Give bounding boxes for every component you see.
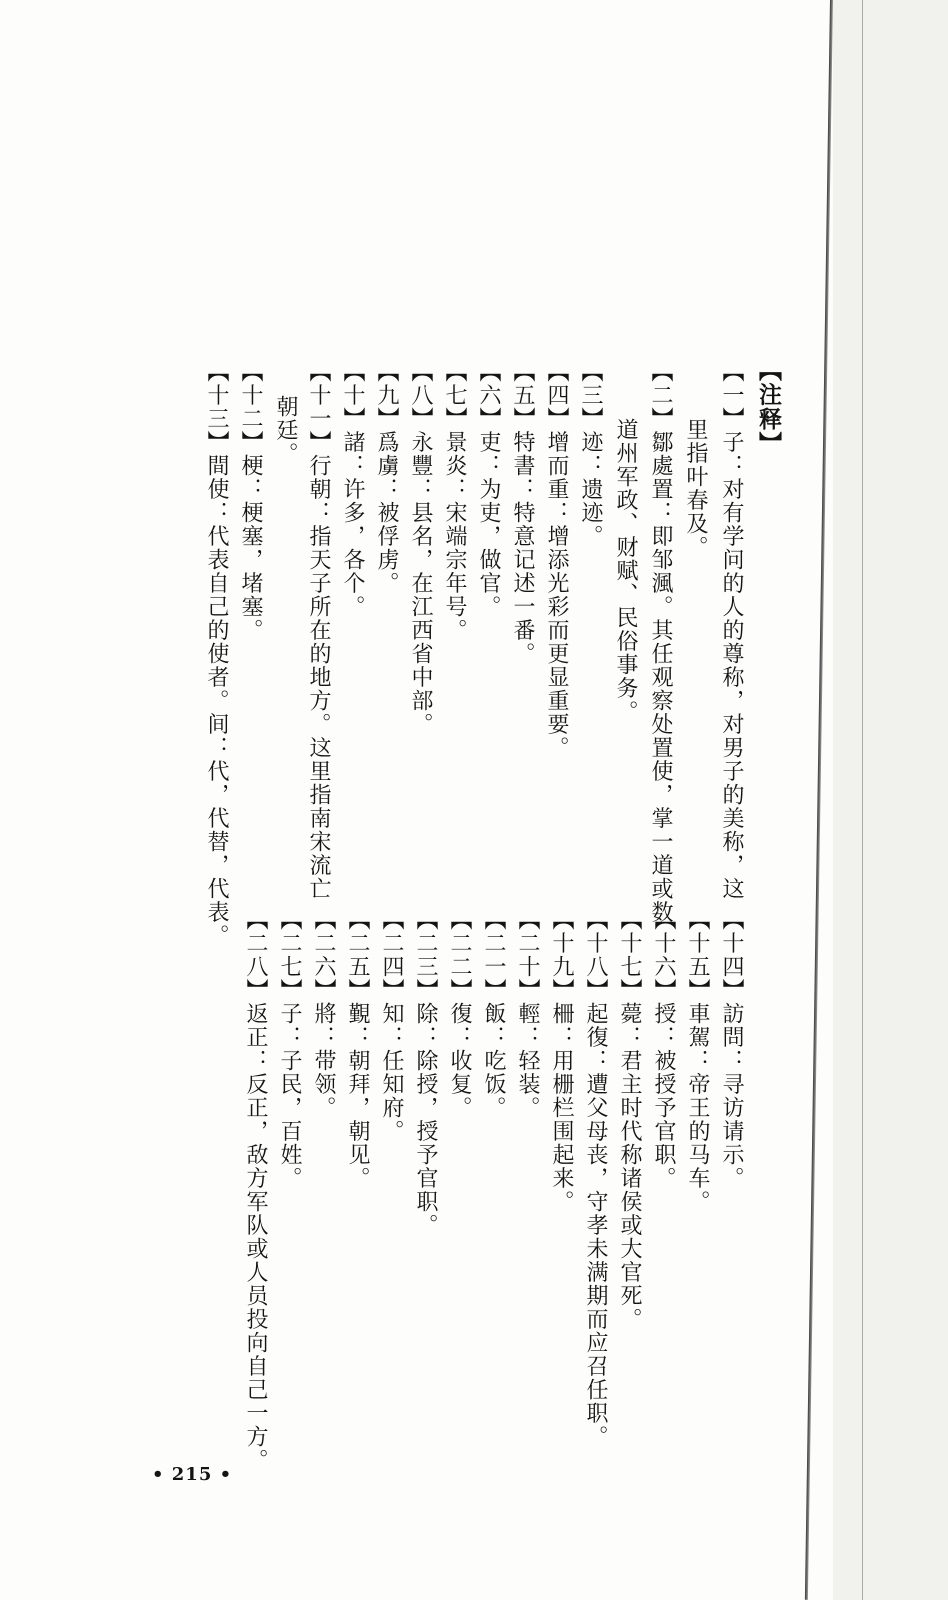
note-5: 【五】特書：特意记述一番。 bbox=[510, 360, 535, 666]
note-1-line-2: 里指叶春及。 bbox=[683, 418, 708, 559]
note-11-line-2: 朝廷。 bbox=[273, 395, 298, 466]
note-10: 【十】諸：许多，各个。 bbox=[340, 360, 365, 619]
note-3: 【三】迹：遗迹。 bbox=[578, 360, 603, 548]
page-margin-rule bbox=[862, 0, 863, 1600]
note-20: 【二十】輕：轻装。 bbox=[515, 908, 540, 1120]
page-edge-shadow bbox=[833, 0, 948, 1600]
note-27: 【二七】子：子民，百姓。 bbox=[277, 908, 302, 1190]
note-15: 【十五】車駕：帝王的马车。 bbox=[685, 908, 710, 1214]
note-1-line-1: 【一】子：对有学问的人的尊称，对男子的美称，这 bbox=[719, 360, 744, 901]
note-23: 【二三】除：除授，授予官职。 bbox=[413, 908, 438, 1237]
note-13: 【十三】間使：代表自己的使者。间：代，代替，代表。 bbox=[204, 360, 229, 948]
note-14: 【十四】訪問：寻访请示。 bbox=[719, 908, 744, 1190]
note-26: 【二六】將：带领。 bbox=[311, 908, 336, 1120]
note-28: 【二八】返正：反正，敌方军队或人员投向自己一方。 bbox=[243, 908, 268, 1472]
book-spine-edge bbox=[805, 0, 833, 1600]
note-6: 【六】吏：为吏，做官。 bbox=[476, 360, 501, 619]
note-24: 【二四】知：任知府。 bbox=[379, 908, 404, 1143]
note-25: 【二五】覲：朝拜，朝见。 bbox=[345, 908, 370, 1190]
page-number: • 215 • bbox=[152, 1464, 233, 1485]
note-19: 【十九】柵：用栅栏围起来。 bbox=[549, 908, 574, 1214]
note-17: 【十七】薨：君主时代称诸侯或大官死。 bbox=[617, 908, 642, 1331]
note-22: 【二二】復：收复。 bbox=[447, 908, 472, 1120]
annotation-heading: 【注释】 bbox=[755, 358, 782, 456]
note-9: 【九】爲虜：被俘虏。 bbox=[374, 360, 399, 595]
note-4: 【四】增而重：增添光彩而更显重要。 bbox=[544, 360, 569, 760]
note-11-line-1: 【十一】行朝：指天子所在的地方。这里指南宋流亡 bbox=[306, 360, 331, 901]
note-12: 【十二】梗：梗塞，堵塞。 bbox=[238, 360, 263, 642]
note-2-line-1: 【二】鄒處置：即邹渢。其任观察处置使，掌一道或数 bbox=[648, 360, 673, 924]
note-18: 【十八】起復：遭父母丧，守孝未满期而应召任职。 bbox=[583, 908, 608, 1449]
note-21: 【二一】飯：吃饭。 bbox=[481, 908, 506, 1120]
note-7: 【七】景炎：宋端宗年号。 bbox=[442, 360, 467, 642]
note-8: 【八】永豐：县名，在江西省中部。 bbox=[408, 360, 433, 736]
note-16: 【十六】授：被授予官职。 bbox=[651, 908, 676, 1190]
note-2-line-2: 道州军政、财赋、民俗事务。 bbox=[613, 418, 638, 724]
